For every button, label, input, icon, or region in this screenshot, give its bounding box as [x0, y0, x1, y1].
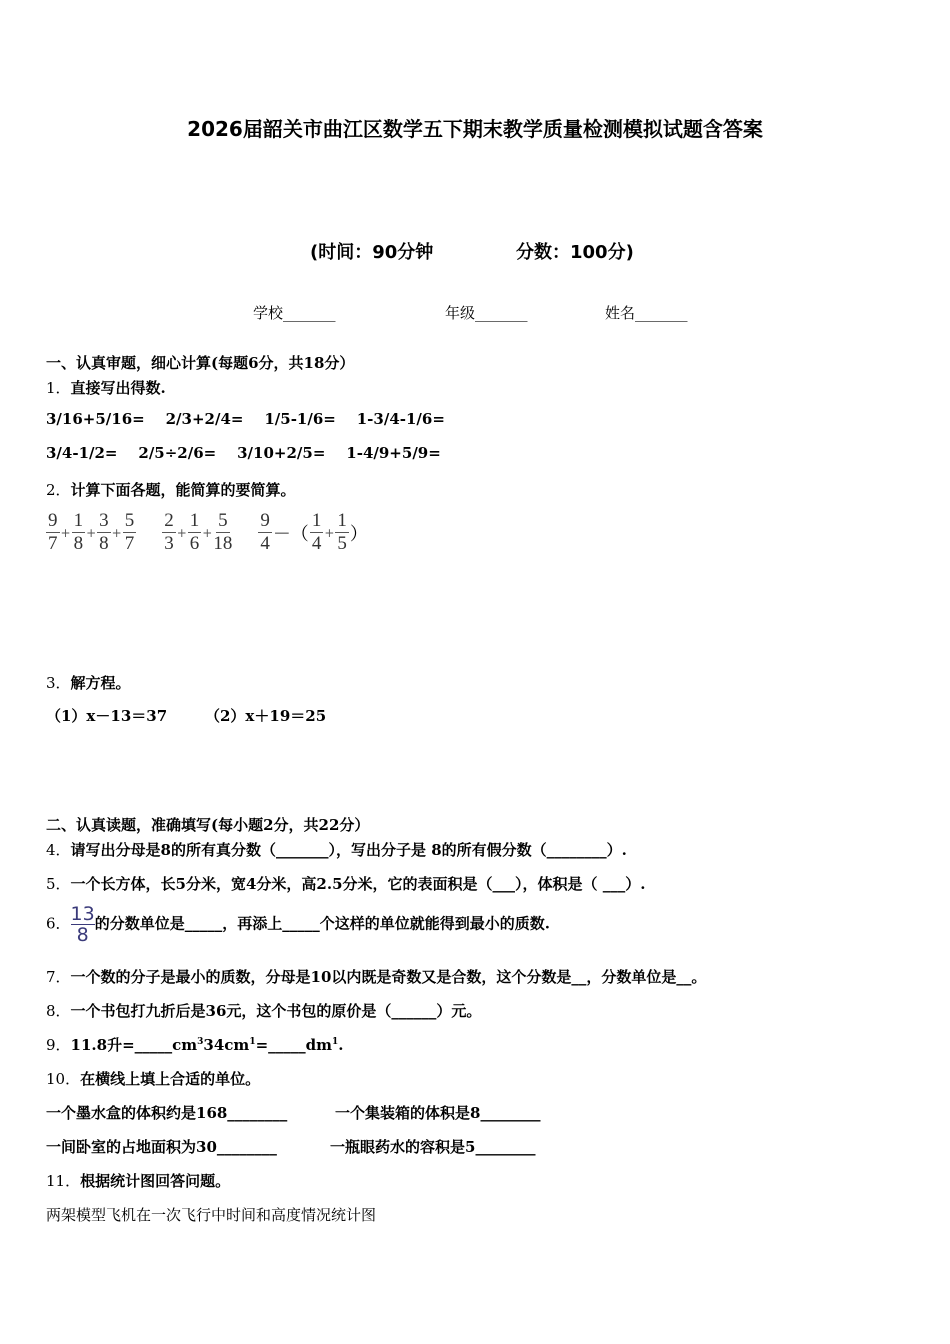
grade-field: 年级_______: [445, 304, 528, 322]
question-1: 1．直接写出得数.: [46, 379, 166, 397]
operator: +: [111, 525, 122, 540]
question-2: 2．计算下面各题，能简算的要简算。: [46, 481, 296, 499]
fraction: [188, 510, 202, 555]
document-title: 2026届韶关市曲江区数学五下期末教学质量检测模拟试题含答案: [187, 117, 763, 141]
section-2-heading: 二、认真读题，准确填写(每小题2分，共22分）: [46, 816, 370, 834]
exam-time: (时间：90分钟: [310, 242, 434, 263]
numerator: 1: [73, 510, 84, 531]
operator: +: [86, 525, 97, 540]
question-6: 6． $\frac{13}{8}$ 的分数单位是_____，再添上_____个这样的单位就能得到最小的质数.: [46, 903, 550, 946]
denominator: 5: [337, 533, 347, 554]
numerator: 3: [99, 510, 109, 531]
expression-3: [258, 510, 369, 555]
question-10-d: 一瓶眼药水的容积是5________: [330, 1138, 536, 1156]
fraction: [335, 510, 349, 555]
fraction: [46, 510, 60, 555]
question-7: 7．一个数的分子是最小的质数，分母是10以内既是奇数又是合数，这个分数是__，分数单位是__。: [46, 968, 707, 986]
numerator: 9: [260, 510, 270, 531]
numerator: 1: [311, 510, 322, 531]
question-4: 4．请写出分母是8的所有真分数（_______），写出分子是 8的所有假分数（________）.: [46, 841, 627, 859]
denominator: 18: [213, 533, 233, 554]
close-paren: ）: [349, 523, 368, 545]
equation-1: （1）x－13＝37: [46, 707, 168, 725]
section-1-heading: 一、认真审题，细心计算(每题6分，共18分）: [46, 354, 355, 372]
operator: +: [60, 525, 71, 540]
numerator: 1: [189, 510, 200, 531]
question-3: 3．解方程。: [46, 674, 131, 692]
question-8: 8．一个书包打九折后是36元，这个书包的原价是（______）元。: [46, 1002, 482, 1020]
question-2-expressions: [46, 510, 395, 555]
expression-2: [162, 510, 232, 555]
question-10: 10．在横线上填上合适的单位。: [46, 1070, 261, 1088]
operator: －（: [272, 523, 309, 545]
expression-1: [46, 510, 136, 555]
question-10-b: 一个集装箱的体积是8________: [335, 1104, 541, 1122]
exam-score: 分数：100分): [516, 242, 634, 263]
question-10-c: 一间卧室的占地面积为30________: [46, 1138, 277, 1156]
question-1-row-1: 3/16+5/16= 2/3+2/4= 1/5-1/6= 1-3/4-1/6=: [46, 410, 445, 428]
operator: +: [176, 525, 187, 540]
numerator: 5: [124, 510, 135, 531]
numerator: 2: [164, 510, 174, 531]
question-9: 9．11.8升$=\_\_\_\_\_cm^334cm^1=\_\_\_\_\_dm^1$.: [46, 1036, 344, 1054]
fraction: [213, 510, 232, 555]
question-11: 11．根据统计图回答问题。: [46, 1172, 231, 1190]
operator: +: [324, 525, 335, 540]
school-field: 学校_______: [253, 304, 336, 322]
numerator: 1: [337, 510, 347, 531]
fraction: [310, 510, 324, 555]
chart-caption: 两架模型飞机在一次飞行中时间和高度情况统计图: [46, 1206, 377, 1224]
denominator: 7: [48, 533, 58, 554]
operator: +: [202, 525, 213, 540]
denominator: 8: [73, 533, 84, 554]
denominator: 4: [311, 533, 322, 554]
question-10-a: 一个墨水盒的体积约是168________: [46, 1104, 288, 1122]
fraction: [258, 510, 272, 555]
question-1-row-2: 3/4-1/2= 2/5÷2/6= 3/10+2/5= 1-4/9+5/9=: [46, 444, 441, 462]
denominator: 8: [99, 533, 109, 554]
fraction: [72, 510, 86, 555]
denominator: 6: [189, 533, 200, 554]
fraction: [97, 510, 111, 555]
denominator: 7: [124, 533, 135, 554]
fraction: [123, 510, 137, 555]
denominator: 4: [260, 533, 270, 554]
numerator: 5: [218, 510, 228, 531]
numerator: 9: [48, 510, 58, 531]
fraction: [162, 510, 176, 555]
fraction-13-8: $\frac{13}{8}$: [70, 903, 95, 946]
name-field: 姓名_______: [605, 304, 688, 322]
question-5: 5．一个长方体，长5分米，宽4分米，高2.5分米，它的表面积是（___），体积是（ ___）.: [46, 875, 646, 893]
equation-2: （2）x＋19＝25: [205, 707, 327, 725]
denominator: 3: [164, 533, 174, 554]
